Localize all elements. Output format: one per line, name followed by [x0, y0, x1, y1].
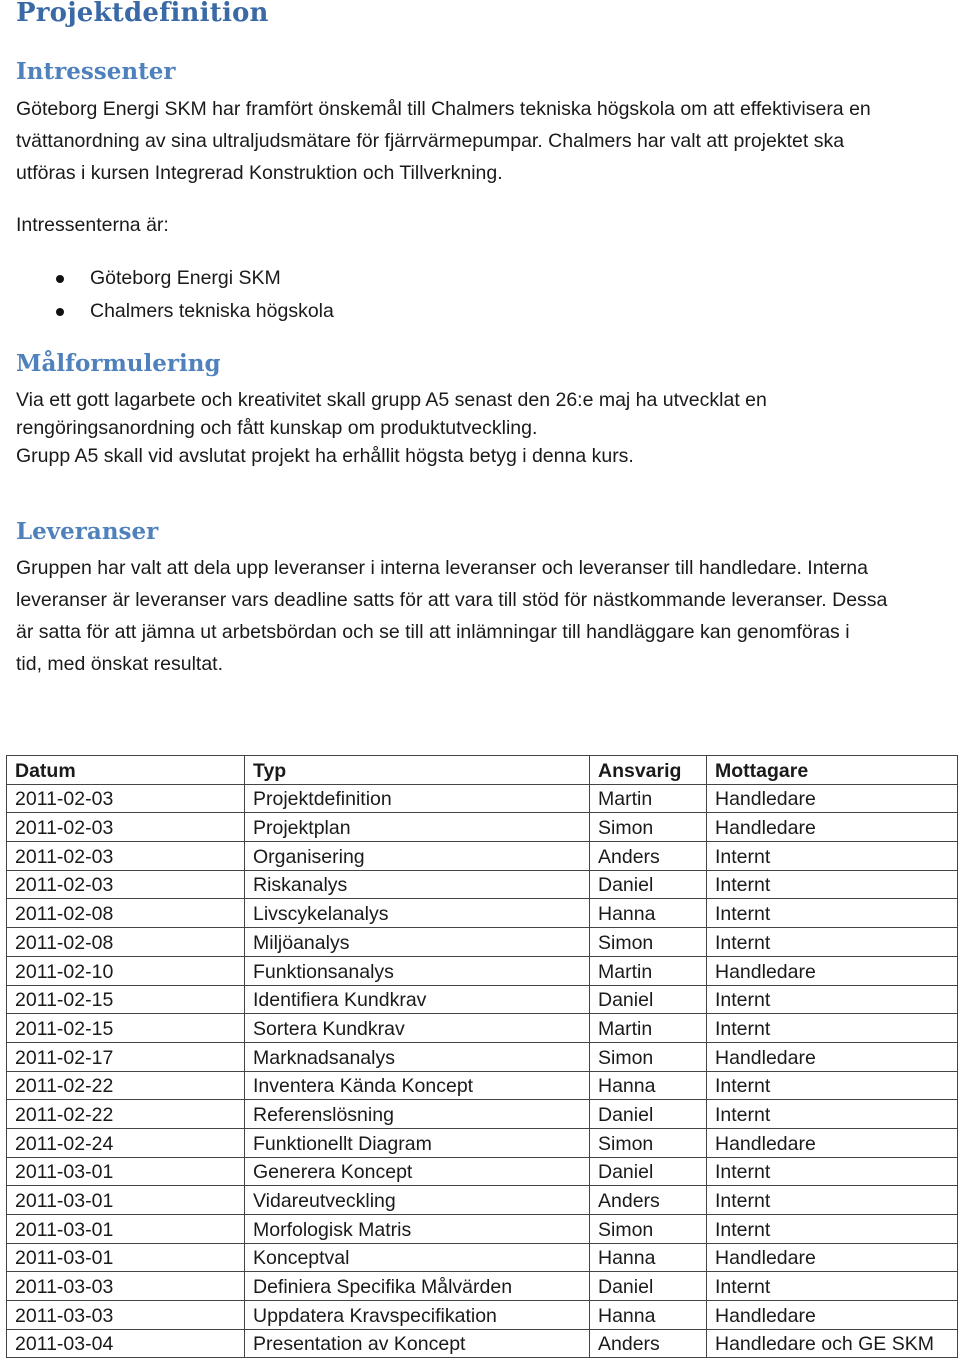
cell-typ: Referenslösning — [245, 1100, 590, 1129]
list-item-label: Chalmers tekniska högskola — [90, 300, 334, 322]
cell-ansvarig: Daniel — [590, 870, 707, 899]
column-header-datum: Datum — [7, 756, 245, 785]
cell-datum: 2011-02-24 — [7, 1128, 245, 1157]
cell-ansvarig: Simon — [590, 1128, 707, 1157]
cell-ansvarig: Martin — [590, 956, 707, 985]
column-header-typ: Typ — [245, 756, 590, 785]
cell-mottagare: Internt — [707, 1157, 958, 1186]
table-row — [7, 1215, 958, 1244]
stakeholder-list — [16, 262, 334, 328]
paragraph-line: Gruppen har valt att dela upp leveranser i interna leveranser och leveranser till handledare. Interna — [16, 557, 869, 579]
cell-typ: Konceptval — [245, 1243, 590, 1272]
list-item — [16, 262, 334, 295]
paragraph-line: leveranser är leveranser vars deadline satts för att vara till stöd för nästkommande leveranser. Dessa — [16, 589, 888, 611]
cell-ansvarig: Hanna — [590, 1243, 707, 1272]
cell-mottagare: Internt — [707, 1272, 958, 1301]
cell-datum: 2011-03-01 — [7, 1157, 245, 1186]
cell-mottagare: Handledare — [707, 1243, 958, 1272]
cell-ansvarig: Daniel — [590, 1272, 707, 1301]
cell-ansvarig: Daniel — [590, 985, 707, 1014]
cell-typ: Projektplan — [245, 813, 590, 842]
bullet-icon — [56, 308, 64, 316]
cell-mottagare: Internt — [707, 985, 958, 1014]
table-row — [7, 1014, 958, 1043]
cell-typ: Identifiera Kundkrav — [245, 985, 590, 1014]
section-heading-malformulering: Målformulering — [16, 350, 221, 377]
cell-mottagare: Internt — [707, 842, 958, 871]
cell-typ: Inventera Kända Koncept — [245, 1071, 590, 1100]
cell-mottagare: Internt — [707, 1186, 958, 1215]
cell-ansvarig: Simon — [590, 1215, 707, 1244]
cell-typ: Miljöanalys — [245, 928, 590, 957]
table-row — [7, 899, 958, 928]
cell-typ: Sortera Kundkrav — [245, 1014, 590, 1043]
list-item — [16, 295, 334, 328]
cell-mottagare: Internt — [707, 1100, 958, 1129]
cell-datum: 2011-02-22 — [7, 1071, 245, 1100]
cell-mottagare: Handledare — [707, 1042, 958, 1071]
cell-datum: 2011-03-03 — [7, 1301, 245, 1330]
cell-typ: Definiera Specifika Målvärden — [245, 1272, 590, 1301]
cell-mottagare: Internt — [707, 870, 958, 899]
table-row — [7, 1329, 958, 1358]
deliverables-table — [6, 755, 958, 1358]
cell-mottagare: Internt — [707, 899, 958, 928]
table-row — [7, 1100, 958, 1129]
cell-ansvarig: Hanna — [590, 899, 707, 928]
intressenter-paragraph — [16, 93, 951, 189]
paragraph-line: Göteborg Energi SKM har framfört önskemål till Chalmers tekniska högskola om att effektivisera en — [16, 98, 871, 120]
table-row — [7, 870, 958, 899]
cell-ansvarig: Martin — [590, 1014, 707, 1043]
cell-typ: Projektdefinition — [245, 784, 590, 813]
cell-mottagare: Handledare — [707, 1301, 958, 1330]
cell-typ: Organisering — [245, 842, 590, 871]
cell-datum: 2011-02-15 — [7, 985, 245, 1014]
cell-ansvarig: Hanna — [590, 1071, 707, 1100]
cell-ansvarig: Anders — [590, 1186, 707, 1215]
cell-mottagare: Internt — [707, 1215, 958, 1244]
cell-mottagare: Handledare — [707, 813, 958, 842]
cell-datum: 2011-03-01 — [7, 1243, 245, 1272]
cell-mottagare: Handledare — [707, 784, 958, 813]
malformulering-paragraph — [16, 386, 951, 470]
paragraph-line: är satta för att jämna ut arbetsbördan och se till att inlämningar till handläggare kan genomföras i — [16, 621, 850, 643]
cell-typ: Vidareutveckling — [245, 1186, 590, 1215]
cell-ansvarig: Daniel — [590, 1100, 707, 1129]
cell-ansvarig: Martin — [590, 784, 707, 813]
list-item-label: Göteborg Energi SKM — [90, 267, 281, 289]
table-row — [7, 813, 958, 842]
intressenter-intro: Intressenterna är: — [16, 214, 169, 236]
table-header-row — [7, 756, 958, 785]
paragraph-line: rengöringsanordning och fått kunskap om produktutveckling. — [16, 417, 538, 439]
paragraph-line: tvättanordning av sina ultraljudsmätare för fjärrvärmepumpar. Chalmers har valt att projektet ska — [16, 130, 845, 152]
table-row — [7, 1157, 958, 1186]
cell-datum: 2011-02-03 — [7, 842, 245, 871]
bullet-icon — [56, 275, 64, 283]
table-row — [7, 985, 958, 1014]
cell-datum: 2011-02-08 — [7, 899, 245, 928]
table-row — [7, 1128, 958, 1157]
cell-typ: Uppdatera Kravspecifikation — [245, 1301, 590, 1330]
section-heading-leveranser: Leveranser — [16, 518, 159, 545]
cell-datum: 2011-03-01 — [7, 1186, 245, 1215]
page-title: Projektdefinition — [16, 0, 269, 28]
paragraph-line: Via ett gott lagarbete och kreativitet skall grupp A5 senast den 26:e maj ha utvecklat en — [16, 389, 767, 411]
leveranser-paragraph — [16, 552, 951, 680]
cell-datum: 2011-02-17 — [7, 1042, 245, 1071]
cell-mottagare: Handledare — [707, 956, 958, 985]
cell-datum: 2011-03-04 — [7, 1329, 245, 1358]
cell-ansvarig: Simon — [590, 1042, 707, 1071]
table-row — [7, 1042, 958, 1071]
cell-typ: Morfologisk Matris — [245, 1215, 590, 1244]
cell-datum: 2011-02-03 — [7, 784, 245, 813]
cell-datum: 2011-03-03 — [7, 1272, 245, 1301]
cell-typ: Funktionellt Diagram — [245, 1128, 590, 1157]
cell-ansvarig: Simon — [590, 813, 707, 842]
cell-datum: 2011-03-01 — [7, 1215, 245, 1244]
table-row — [7, 1301, 958, 1330]
cell-typ: Presentation av Koncept — [245, 1329, 590, 1358]
column-header-ansvarig: Ansvarig — [590, 756, 707, 785]
table-row — [7, 928, 958, 957]
cell-ansvarig: Anders — [590, 842, 707, 871]
section-heading-intressenter: Intressenter — [16, 58, 176, 85]
table-row — [7, 1186, 958, 1215]
table-row — [7, 842, 958, 871]
cell-ansvarig: Anders — [590, 1329, 707, 1358]
cell-typ: Generera Koncept — [245, 1157, 590, 1186]
cell-ansvarig: Simon — [590, 928, 707, 957]
cell-datum: 2011-02-10 — [7, 956, 245, 985]
table-body — [7, 784, 958, 1358]
column-header-mottagare: Mottagare — [707, 756, 958, 785]
cell-typ: Marknadsanalys — [245, 1042, 590, 1071]
cell-ansvarig: Daniel — [590, 1157, 707, 1186]
cell-datum: 2011-02-15 — [7, 1014, 245, 1043]
paragraph-line: Grupp A5 skall vid avslutat projekt ha erhållit högsta betyg i denna kurs. — [16, 445, 634, 467]
paragraph-line: utföras i kursen Integrerad Konstruktion och Tillverkning. — [16, 162, 503, 184]
paragraph-line: tid, med önskat resultat. — [16, 653, 224, 675]
cell-typ: Riskanalys — [245, 870, 590, 899]
table-row — [7, 1243, 958, 1272]
table-row — [7, 784, 958, 813]
table-row — [7, 1272, 958, 1301]
cell-mottagare: Handledare — [707, 1128, 958, 1157]
table-row — [7, 1071, 958, 1100]
cell-ansvarig: Hanna — [590, 1301, 707, 1330]
cell-mottagare: Internt — [707, 1014, 958, 1043]
table-row — [7, 956, 958, 985]
cell-mottagare: Handledare och GE SKM — [707, 1329, 958, 1358]
cell-mottagare: Internt — [707, 1071, 958, 1100]
cell-mottagare: Internt — [707, 928, 958, 957]
cell-datum: 2011-02-08 — [7, 928, 245, 957]
cell-typ: Livscykelanalys — [245, 899, 590, 928]
cell-datum: 2011-02-03 — [7, 813, 245, 842]
cell-datum: 2011-02-22 — [7, 1100, 245, 1129]
cell-datum: 2011-02-03 — [7, 870, 245, 899]
cell-typ: Funktionsanalys — [245, 956, 590, 985]
